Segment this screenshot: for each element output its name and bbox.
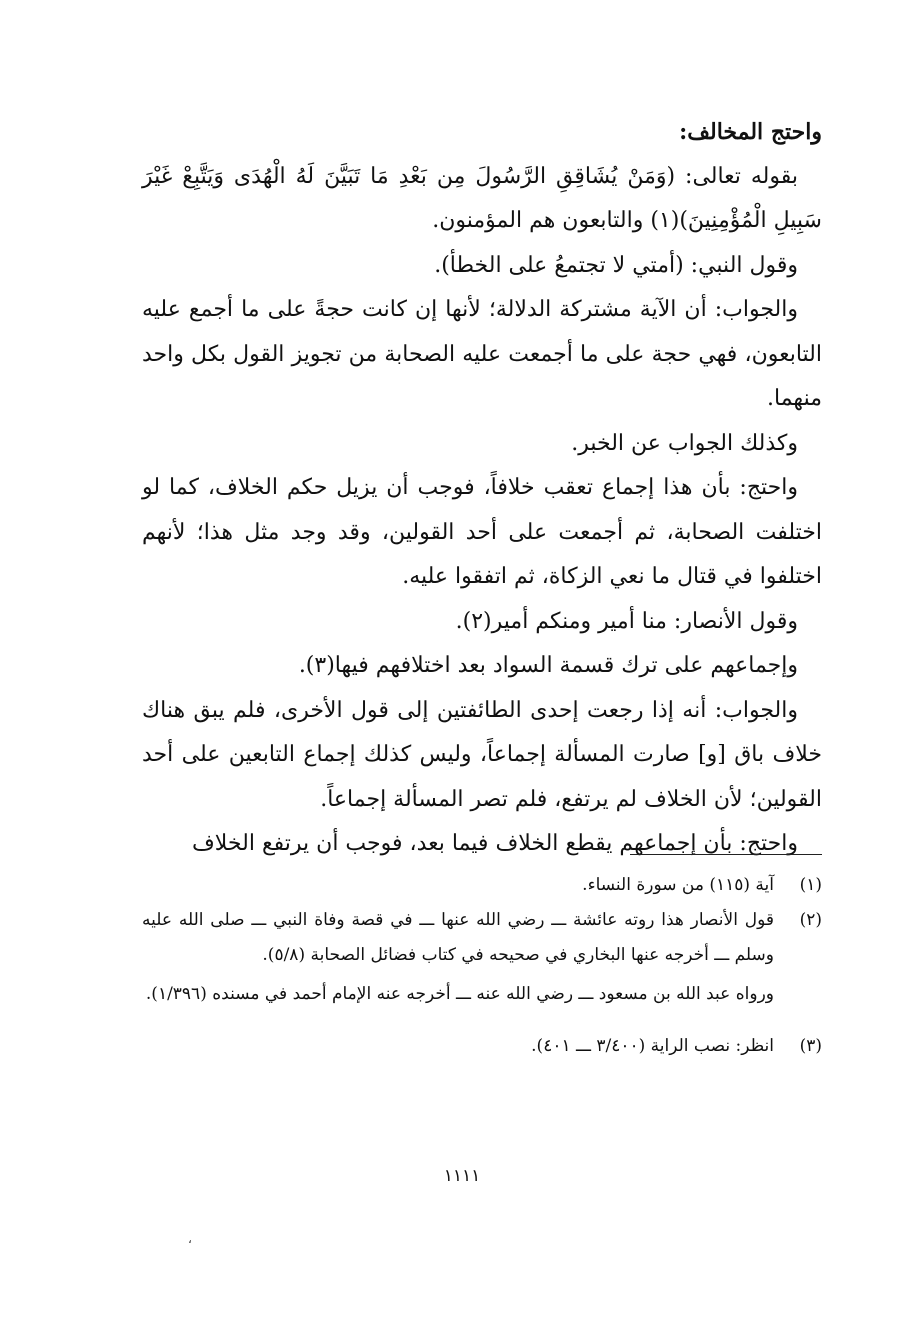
section-heading: واحتج المخالف:	[679, 119, 822, 145]
footnote-number: (١)	[799, 875, 822, 895]
footnote-text: آية (١١٥) من سورة النساء.	[582, 875, 774, 895]
footnote-item	[142, 1029, 822, 1064]
footnote-text: انظر: نصب الراية (٣/٤٠٠ ـــ ٤٠١).	[531, 1036, 774, 1056]
footnote-text: قول الأنصار هذا روته عائشة ـــ رضي الله عنها ـــ في قصة وفاة النبي ـــ صلى الله عليه وسلم ـــ أخرجه عنها البخاري في صحيحه في كتاب فضائل الصحابة (٥/٨).	[142, 910, 774, 965]
paragraph-answer-ijma: والجواب: أنه إذا رجعت إحدى الطائفتين إلى قول الأخرى، فلم يبق هناك خلاف باق [و] صارت المسألة إجماعاً، وليس كذلك إجماع التابعين على أحد القولين؛ لأن الخلاف لم يرتفع، فلم تصر المسألة إجماعاً.	[142, 697, 822, 812]
footnote-number: (٣)	[799, 1036, 822, 1056]
paragraph-final-argument: واحتج: بأن إجماعهم يقطع الخلاف فيما بعد، فوجب أن يرتفع الخلاف	[192, 831, 798, 856]
paragraph-ansar-quote: وقول الأنصار: منا أمير ومنكم أمير(٢).	[455, 608, 798, 634]
paragraph-answer-verse: والجواب: أن الآية مشتركة الدلالة؛ لأنها إن كانت حجةً على ما أجمع عليه التابعون، فهي حجة على ما أجمعت عليه الصحابة من تجويز القول بكل واحد منهما.	[142, 297, 822, 411]
paragraph-argument-ijma: واحتج: بأن هذا إجماع تعقب خلافاً، فوجب أن يزيل حكم الخلاف، كما لو اختلفت الصحابة، ثم أجمعت على أحد القولين، وقد وجد مثل هذا؛ لأنهم اختلفوا في قتال ما نعي الزكاة، ثم اتفقوا عليه.	[142, 475, 822, 589]
footnote-divider	[630, 854, 822, 855]
footnote-number: (٢)	[799, 910, 822, 930]
paragraph-answer-hadith: وكذلك الجواب عن الخبر.	[571, 430, 798, 456]
footnote-continuation: ورواه عبد الله بن مسعود ـــ رضي الله عنه ـــ أخرجه عنه الإمام أحمد في مسنده (١/٣٩٦).	[145, 984, 774, 1004]
page-number: ١١١١	[443, 1166, 481, 1186]
footnote-item	[142, 868, 822, 903]
paragraph-sawad: وإجماعهم على ترك قسمة السواد بعد اختلافهم فيها(٣).	[298, 653, 798, 678]
footnote-item	[142, 903, 822, 973]
paragraph-quran-verse: بقوله تعالى: (وَمَنْ يُشَاقِقِ الرَّسُولَ مِن بَعْدِ مَا تَبَيَّنَ لَهُ الْهُدَى وَيَتَّبِعْ غَيْرَ سَبِيلِ الْمُؤْمِنِينَ)(١) والتابعون هم المؤمنون.	[142, 163, 822, 233]
stray-mark: ،	[188, 1232, 192, 1246]
paragraph-hadith: وقول النبي: (أمتي لا تجتمعُ على الخطأ).	[434, 252, 798, 278]
footnotes-block	[142, 868, 822, 1064]
main-text-block	[142, 110, 822, 867]
